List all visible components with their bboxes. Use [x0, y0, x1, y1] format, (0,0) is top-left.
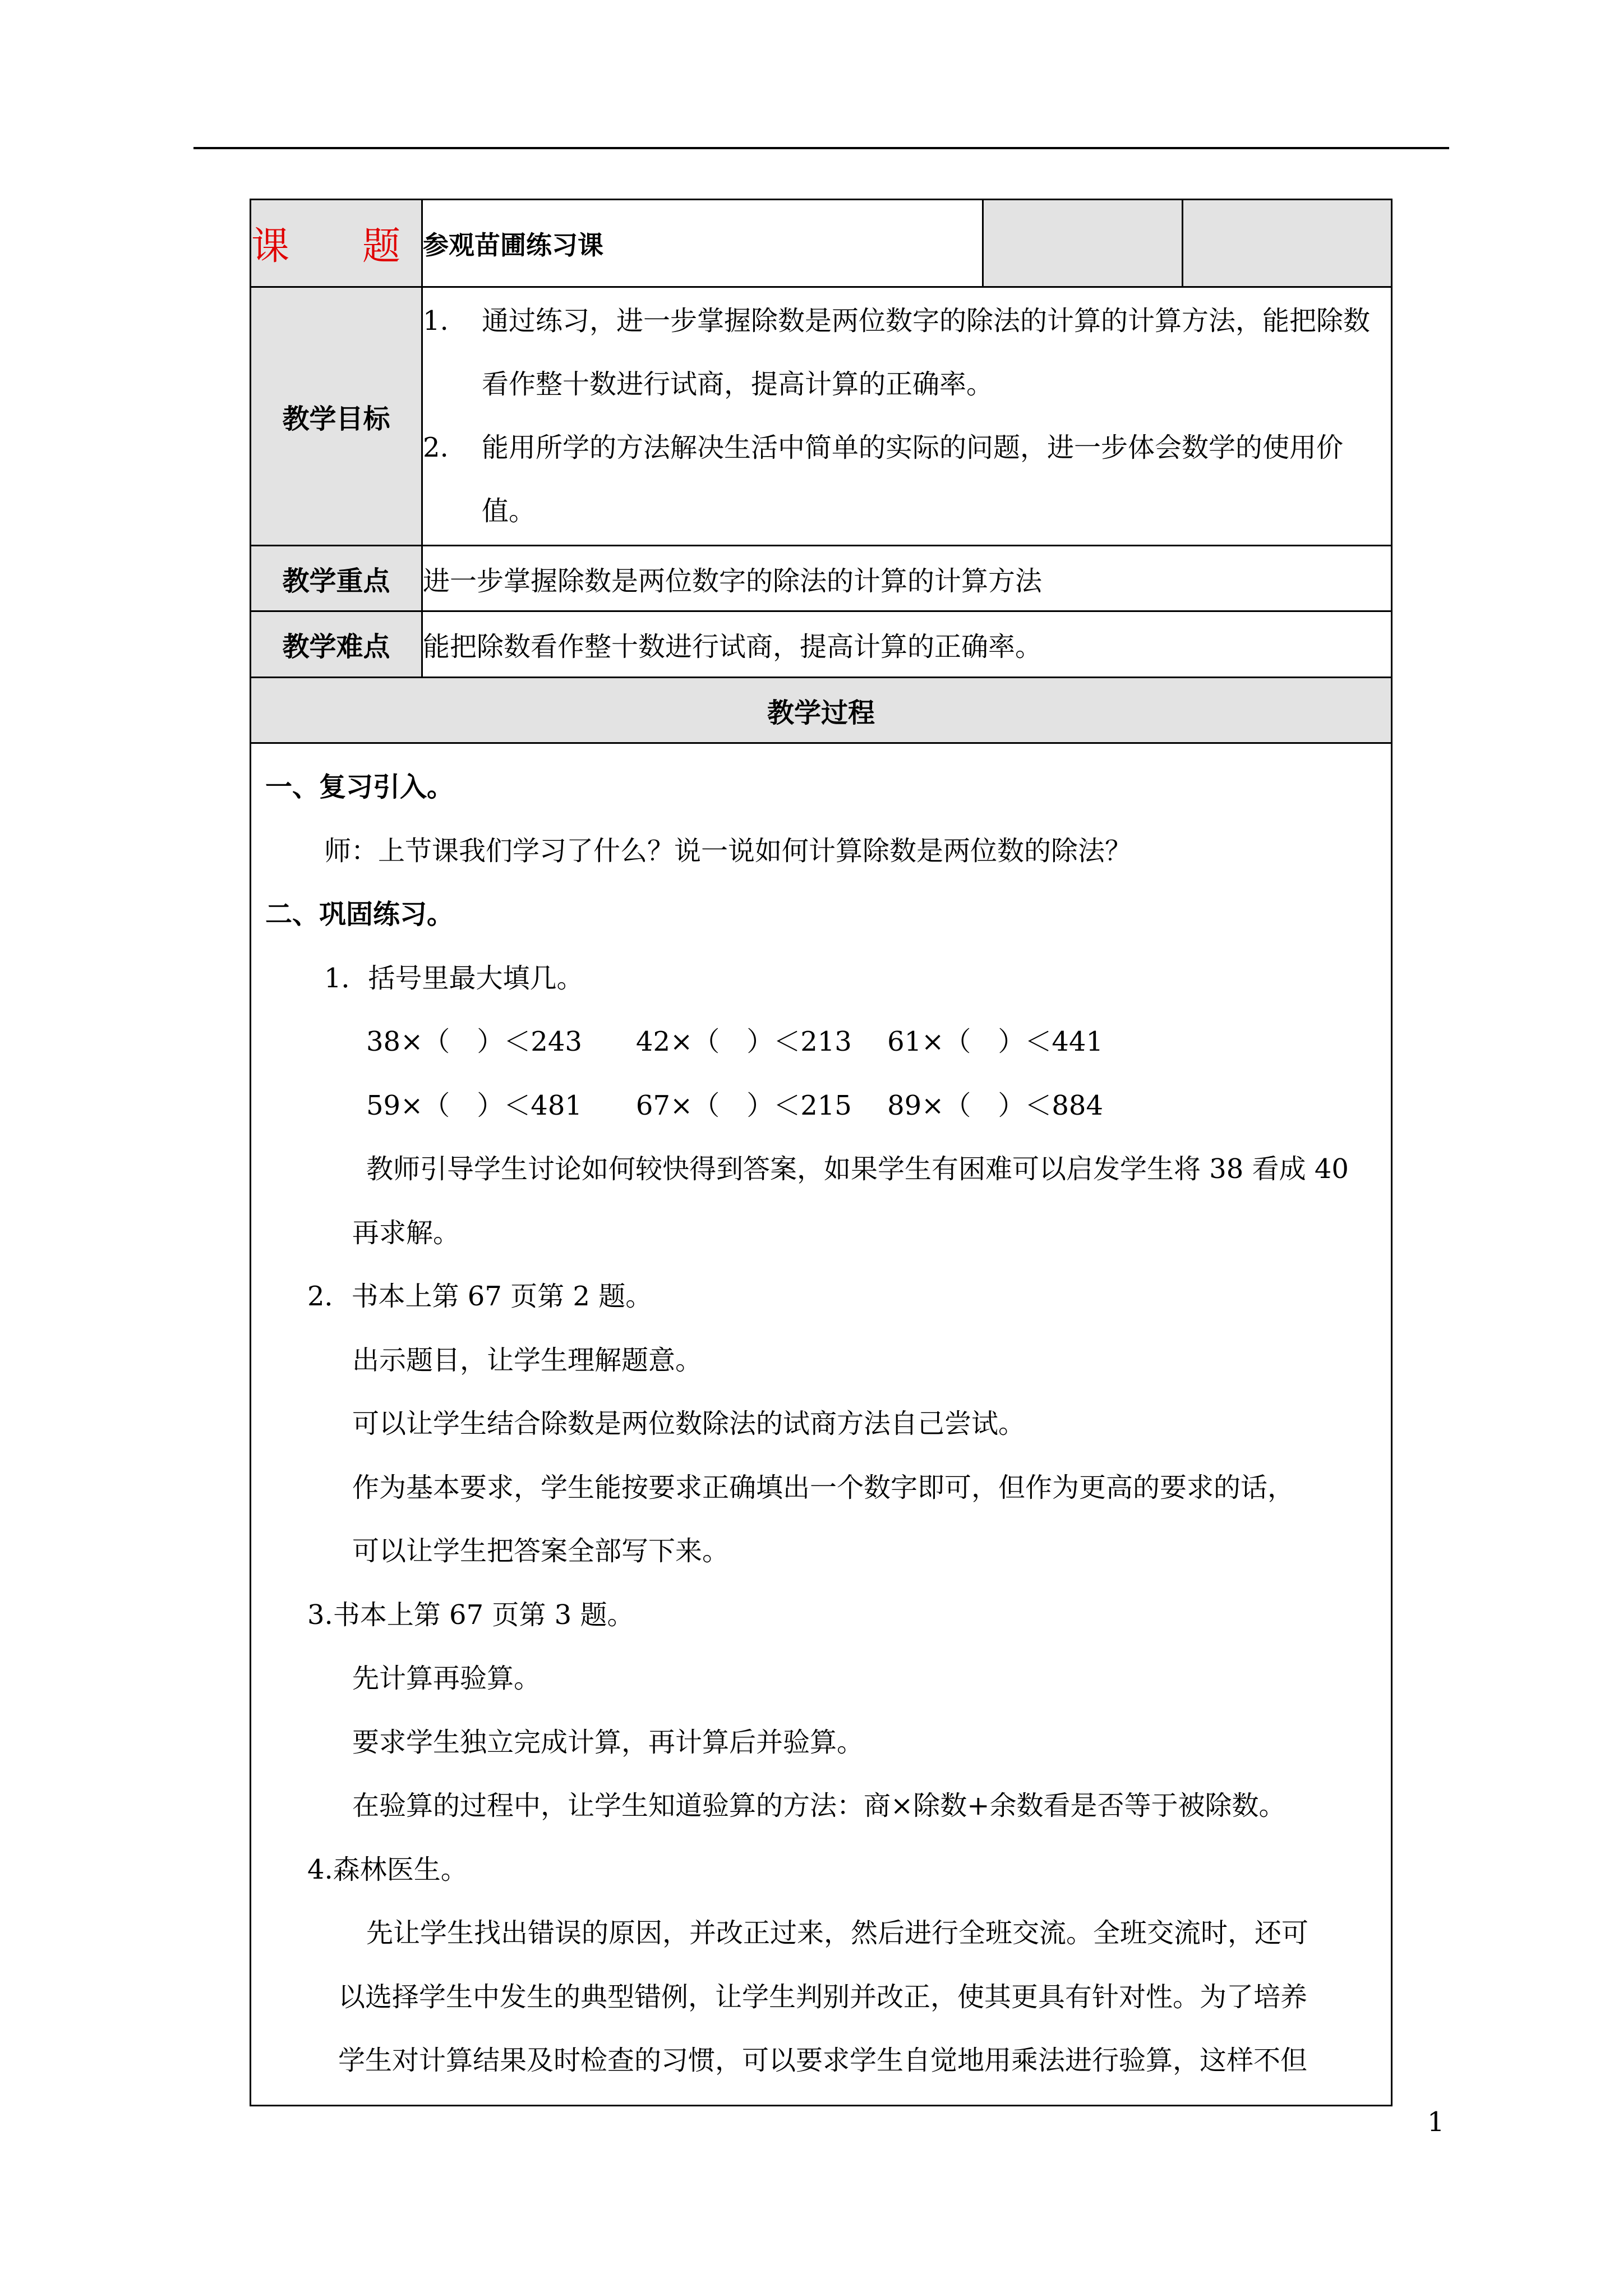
topic-label: 课 题 [251, 200, 422, 287]
goals-row [251, 287, 1392, 546]
topic-row [251, 200, 1392, 287]
process-line: 教师引导学生讨论如何较快得到答案，如果学生有困难可以启发学生将 38 看成 40 [366, 1153, 1349, 1185]
process-body-row [251, 743, 1392, 2106]
process-line: 可以让学生结合除数是两位数除法的试商方法自己尝试。 [352, 1408, 1026, 1440]
lesson-plan-table [250, 199, 1393, 2106]
process-header-row [251, 678, 1392, 743]
topic-title: 参观苗圃练习课 [422, 200, 983, 287]
difficulty-row [251, 611, 1392, 678]
difficulty-label: 教学难点 [251, 611, 422, 678]
exercise-heading: 2．书本上第 67 页第 2 题。 [307, 1281, 653, 1313]
process-line: 先让学生找出错误的原因，并改正过来，然后进行全班交流。全班交流时，还可 [366, 1917, 1309, 1949]
process-line: 作为基本要求，学生能按要求正确填出一个数字即可，但作为更高的要求的话， [352, 1471, 1295, 1503]
difficulty-text: 能把除数看作整十数进行试商，提高计算的正确率。 [422, 611, 1392, 678]
header-rule [193, 147, 1449, 149]
section-heading-practice: 二、巩固练习。 [265, 899, 454, 931]
page-number: 1 [1427, 2106, 1445, 2138]
exercise-heading: 4.森林医生。 [307, 1853, 468, 1885]
goal-item: 2. 能用所学的方法解决生活中简单的实际的问题，进一步体会数学的使用价值。 [423, 432, 1344, 527]
process-line: 出示题目，让学生理解题意。 [352, 1344, 703, 1376]
process-line: 再求解。 [352, 1217, 460, 1249]
key-point-label: 教学重点 [251, 546, 422, 611]
key-point-row [251, 546, 1392, 611]
process-line: 先计算再验算。 [352, 1663, 541, 1695]
process-body [251, 743, 1392, 2106]
process-line: 要求学生独立完成计算，再计算后并验算。 [352, 1726, 864, 1758]
exercise-equations: 59×（ ）＜481 67×（ ）＜215 89×（ ）＜884 [366, 1089, 1104, 1121]
process-heading: 教学过程 [251, 678, 1392, 743]
topic-blank-cell-2 [1183, 200, 1392, 287]
process-line: 在验算的过程中，让学生知道验算的方法：商×除数+余数看是否等于被除数。 [352, 1790, 1286, 1822]
exercise-heading: 1．括号里最大填几。 [324, 962, 584, 994]
goals-content [422, 287, 1392, 546]
exercise-heading: 3.书本上第 67 页第 3 题。 [307, 1599, 634, 1631]
key-point-text: 进一步掌握除数是两位数字的除法的计算的计算方法 [422, 546, 1392, 611]
section-heading-review: 一、复习引入。 [265, 771, 454, 803]
process-line: 可以让学生把答案全部写下来。 [352, 1535, 730, 1567]
process-line: 师：上节课我们学习了什么？说一说如何计算除数是两位数的除法？ [324, 835, 1132, 867]
goal-item: 1. 通过练习，进一步掌握除数是两位数字的除法的计算的计算方法，能把除数看作整十数进行试商，提高计算的正确率。 [423, 305, 1371, 400]
topic-blank-cell-1 [983, 200, 1183, 287]
process-line: 以选择学生中发生的典型错例，让学生判别并改正，使其更具有针对性。为了培养 [338, 1981, 1308, 2013]
exercise-equations: 38×（ ）＜243 42×（ ）＜213 61×（ ）＜441 [366, 1026, 1104, 1058]
goals-label: 教学目标 [251, 287, 422, 546]
process-line: 学生对计算结果及时检查的习惯，可以要求学生自觉地用乘法进行验算，这样不但 [338, 2045, 1308, 2077]
